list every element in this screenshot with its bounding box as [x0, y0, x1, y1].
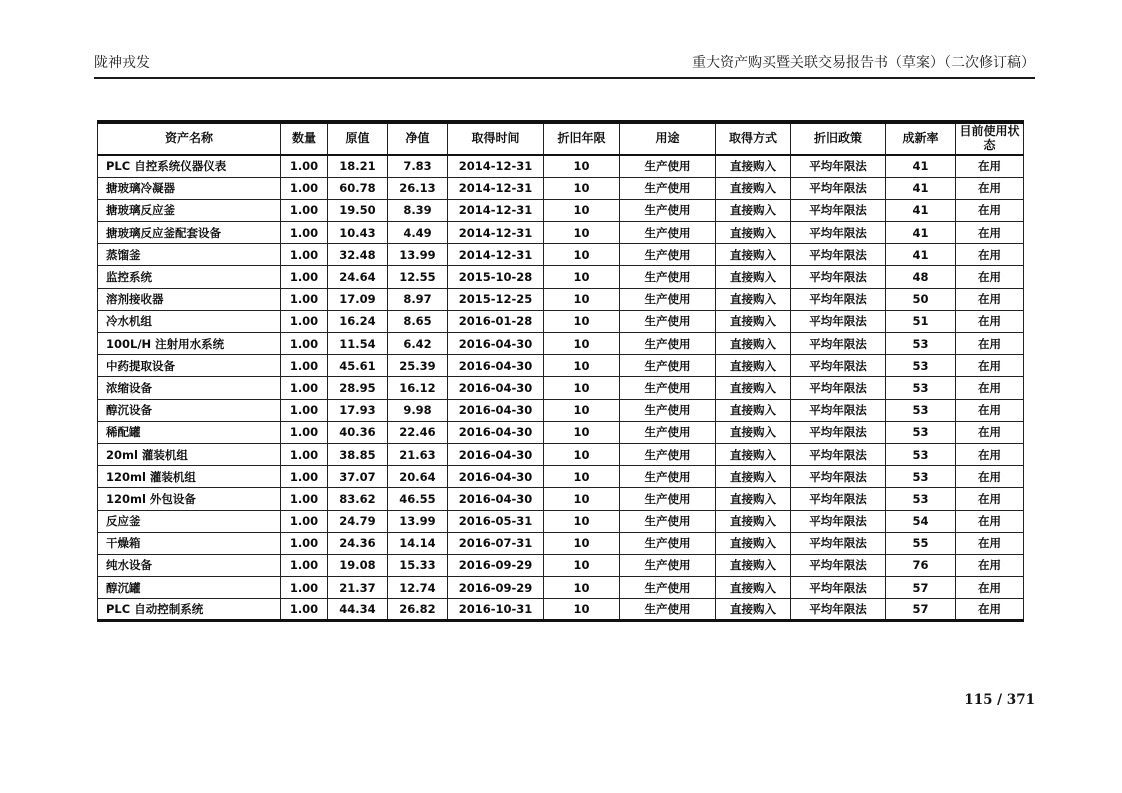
usage-cell: 生产使用 [620, 532, 716, 554]
asset-table-head [98, 122, 1024, 155]
usage-status-cell: 在用 [956, 443, 1024, 465]
newness-rate-cell: 55 [886, 532, 956, 554]
company-short-name: 陇神戎发 [94, 55, 150, 71]
depreciation-years-cell: 10 [544, 155, 620, 177]
usage-status-cell: 在用 [956, 199, 1024, 221]
usage-status-cell: 在用 [956, 244, 1024, 266]
original-value-cell: 44.34 [328, 599, 388, 621]
net-value-cell: 8.97 [388, 288, 448, 310]
usage-cell: 生产使用 [620, 199, 716, 221]
newness-rate-cell: 41 [886, 199, 956, 221]
depreciation-years-cell: 10 [544, 310, 620, 332]
quantity-cell: 1.00 [281, 244, 328, 266]
asset-name-cell: 20ml 灌装机组 [98, 443, 281, 465]
usage-status-cell: 在用 [956, 421, 1024, 443]
acquisition-date-cell: 2015-12-25 [448, 288, 544, 310]
original-value-cell: 17.09 [328, 288, 388, 310]
quantity-cell: 1.00 [281, 421, 328, 443]
acquisition-method-cell: 直接购入 [716, 510, 791, 532]
quantity-cell: 1.00 [281, 510, 328, 532]
net-value-cell: 16.12 [388, 377, 448, 399]
depreciation-years-cell: 10 [544, 333, 620, 355]
acquisition-method-cell: 直接购入 [716, 222, 791, 244]
newness-rate-cell: 54 [886, 510, 956, 532]
net-value-cell: 8.39 [388, 199, 448, 221]
asset-name-cell: 醇沉设备 [98, 399, 281, 421]
original-value-cell: 32.48 [328, 244, 388, 266]
depreciation-policy-cell: 平均年限法 [791, 488, 886, 510]
column-header-original-value: 原值 [328, 122, 388, 155]
acquisition-date-cell: 2015-10-28 [448, 266, 544, 288]
usage-cell: 生产使用 [620, 266, 716, 288]
usage-status-cell: 在用 [956, 355, 1024, 377]
column-header-depreciation-policy: 折旧政策 [791, 122, 886, 155]
table-row [98, 355, 1024, 377]
asset-name-cell: 搪玻璃冷凝器 [98, 177, 281, 199]
quantity-cell: 1.00 [281, 333, 328, 355]
net-value-cell: 7.83 [388, 155, 448, 177]
quantity-cell: 1.00 [281, 554, 328, 576]
net-value-cell: 9.98 [388, 399, 448, 421]
depreciation-years-cell: 10 [544, 355, 620, 377]
depreciation-policy-cell: 平均年限法 [791, 377, 886, 399]
depreciation-policy-cell: 平均年限法 [791, 510, 886, 532]
depreciation-policy-cell: 平均年限法 [791, 266, 886, 288]
usage-status-cell: 在用 [956, 510, 1024, 532]
acquisition-method-cell: 直接购入 [716, 177, 791, 199]
depreciation-policy-cell: 平均年限法 [791, 288, 886, 310]
newness-rate-cell: 41 [886, 155, 956, 177]
acquisition-date-cell: 2014-12-31 [448, 155, 544, 177]
acquisition-date-cell: 2014-12-31 [448, 177, 544, 199]
table-row [98, 554, 1024, 576]
depreciation-policy-cell: 平均年限法 [791, 421, 886, 443]
net-value-cell: 20.64 [388, 466, 448, 488]
asset-name-cell: 醇沉罐 [98, 577, 281, 599]
original-value-cell: 28.95 [328, 377, 388, 399]
depreciation-policy-cell: 平均年限法 [791, 532, 886, 554]
depreciation-policy-cell: 平均年限法 [791, 155, 886, 177]
acquisition-method-cell: 直接购入 [716, 399, 791, 421]
depreciation-years-cell: 10 [544, 199, 620, 221]
acquisition-date-cell: 2016-04-30 [448, 355, 544, 377]
depreciation-years-cell: 10 [544, 177, 620, 199]
depreciation-years-cell: 10 [544, 377, 620, 399]
column-header-net-value: 净值 [388, 122, 448, 155]
column-header-acquisition-method: 取得方式 [716, 122, 791, 155]
table-row [98, 244, 1024, 266]
quantity-cell: 1.00 [281, 599, 328, 621]
usage-status-cell: 在用 [956, 288, 1024, 310]
acquisition-method-cell: 直接购入 [716, 266, 791, 288]
acquisition-method-cell: 直接购入 [716, 532, 791, 554]
table-row [98, 510, 1024, 532]
acquisition-date-cell: 2016-09-29 [448, 554, 544, 576]
usage-cell: 生产使用 [620, 488, 716, 510]
table-row [98, 310, 1024, 332]
depreciation-years-cell: 10 [544, 266, 620, 288]
net-value-cell: 6.42 [388, 333, 448, 355]
net-value-cell: 14.14 [388, 532, 448, 554]
acquisition-method-cell: 直接购入 [716, 244, 791, 266]
asset-name-cell: 反应釜 [98, 510, 281, 532]
report-title: 重大资产购买暨关联交易报告书（草案）（二次修订稿） [692, 55, 1035, 71]
acquisition-method-cell: 直接购入 [716, 288, 791, 310]
usage-status-cell: 在用 [956, 532, 1024, 554]
depreciation-years-cell: 10 [544, 532, 620, 554]
table-row [98, 443, 1024, 465]
depreciation-years-cell: 10 [544, 244, 620, 266]
original-value-cell: 21.37 [328, 577, 388, 599]
acquisition-date-cell: 2016-04-30 [448, 488, 544, 510]
quantity-cell: 1.00 [281, 288, 328, 310]
newness-rate-cell: 51 [886, 310, 956, 332]
asset-name-cell: PLC 自控系统仪器仪表 [98, 155, 281, 177]
usage-cell: 生产使用 [620, 222, 716, 244]
usage-cell: 生产使用 [620, 421, 716, 443]
asset-table [97, 120, 1024, 622]
table-row [98, 155, 1024, 177]
net-value-cell: 46.55 [388, 488, 448, 510]
asset-name-cell: 蒸馏釜 [98, 244, 281, 266]
usage-status-cell: 在用 [956, 310, 1024, 332]
acquisition-date-cell: 2016-04-30 [448, 443, 544, 465]
acquisition-date-cell: 2016-04-30 [448, 421, 544, 443]
usage-cell: 生产使用 [620, 577, 716, 599]
acquisition-method-cell: 直接购入 [716, 554, 791, 576]
quantity-cell: 1.00 [281, 222, 328, 244]
usage-status-cell: 在用 [956, 377, 1024, 399]
original-value-cell: 24.79 [328, 510, 388, 532]
depreciation-policy-cell: 平均年限法 [791, 466, 886, 488]
net-value-cell: 26.82 [388, 599, 448, 621]
acquisition-date-cell: 2016-09-29 [448, 577, 544, 599]
depreciation-policy-cell: 平均年限法 [791, 554, 886, 576]
newness-rate-cell: 53 [886, 399, 956, 421]
asset-name-cell: 100L/H 注射用水系统 [98, 333, 281, 355]
newness-rate-cell: 53 [886, 421, 956, 443]
usage-status-cell: 在用 [956, 399, 1024, 421]
table-header-row [98, 122, 1024, 155]
original-value-cell: 18.21 [328, 155, 388, 177]
depreciation-policy-cell: 平均年限法 [791, 443, 886, 465]
usage-status-cell: 在用 [956, 333, 1024, 355]
page-footer [94, 692, 1035, 708]
usage-status-cell: 在用 [956, 466, 1024, 488]
table-row [98, 333, 1024, 355]
acquisition-date-cell: 2016-04-30 [448, 466, 544, 488]
quantity-cell: 1.00 [281, 443, 328, 465]
acquisition-date-cell: 2014-12-31 [448, 244, 544, 266]
usage-status-cell: 在用 [956, 266, 1024, 288]
table-row [98, 266, 1024, 288]
newness-rate-cell: 41 [886, 177, 956, 199]
asset-table-body [98, 155, 1024, 621]
table-row [98, 199, 1024, 221]
usage-cell: 生产使用 [620, 355, 716, 377]
table-row [98, 532, 1024, 554]
usage-cell: 生产使用 [620, 155, 716, 177]
asset-name-cell: 浓缩设备 [98, 377, 281, 399]
depreciation-years-cell: 10 [544, 466, 620, 488]
newness-rate-cell: 57 [886, 599, 956, 621]
net-value-cell: 25.39 [388, 355, 448, 377]
acquisition-date-cell: 2014-12-31 [448, 222, 544, 244]
acquisition-date-cell: 2016-01-28 [448, 310, 544, 332]
acquisition-date-cell: 2016-05-31 [448, 510, 544, 532]
net-value-cell: 12.74 [388, 577, 448, 599]
acquisition-method-cell: 直接购入 [716, 599, 791, 621]
column-header-depreciation-years: 折旧年限 [544, 122, 620, 155]
quantity-cell: 1.00 [281, 399, 328, 421]
column-header-quantity: 数量 [281, 122, 328, 155]
quantity-cell: 1.00 [281, 155, 328, 177]
original-value-cell: 17.93 [328, 399, 388, 421]
usage-status-cell: 在用 [956, 488, 1024, 510]
table-row [98, 177, 1024, 199]
original-value-cell: 24.64 [328, 266, 388, 288]
table-row [98, 466, 1024, 488]
quantity-cell: 1.00 [281, 355, 328, 377]
original-value-cell: 24.36 [328, 532, 388, 554]
table-row [98, 288, 1024, 310]
depreciation-years-cell: 10 [544, 421, 620, 443]
page-header [94, 52, 1035, 79]
asset-name-cell: 监控系统 [98, 266, 281, 288]
original-value-cell: 11.54 [328, 333, 388, 355]
original-value-cell: 37.07 [328, 466, 388, 488]
asset-name-cell: PLC 自动控制系统 [98, 599, 281, 621]
usage-status-cell: 在用 [956, 155, 1024, 177]
table-row [98, 399, 1024, 421]
asset-name-cell: 搪玻璃反应釜 [98, 199, 281, 221]
net-value-cell: 8.65 [388, 310, 448, 332]
quantity-cell: 1.00 [281, 310, 328, 332]
usage-cell: 生产使用 [620, 377, 716, 399]
usage-cell: 生产使用 [620, 599, 716, 621]
depreciation-years-cell: 10 [544, 599, 620, 621]
usage-cell: 生产使用 [620, 466, 716, 488]
net-value-cell: 13.99 [388, 510, 448, 532]
quantity-cell: 1.00 [281, 199, 328, 221]
newness-rate-cell: 53 [886, 443, 956, 465]
quantity-cell: 1.00 [281, 266, 328, 288]
table-row [98, 222, 1024, 244]
newness-rate-cell: 50 [886, 288, 956, 310]
quantity-cell: 1.00 [281, 177, 328, 199]
asset-name-cell: 溶剂接收器 [98, 288, 281, 310]
newness-rate-cell: 41 [886, 222, 956, 244]
usage-status-cell: 在用 [956, 222, 1024, 244]
usage-cell: 生产使用 [620, 310, 716, 332]
depreciation-policy-cell: 平均年限法 [791, 399, 886, 421]
acquisition-method-cell: 直接购入 [716, 377, 791, 399]
table-row [98, 421, 1024, 443]
newness-rate-cell: 53 [886, 377, 956, 399]
usage-status-cell: 在用 [956, 599, 1024, 621]
newness-rate-cell: 76 [886, 554, 956, 576]
depreciation-policy-cell: 平均年限法 [791, 199, 886, 221]
original-value-cell: 38.85 [328, 443, 388, 465]
depreciation-years-cell: 10 [544, 488, 620, 510]
depreciation-policy-cell: 平均年限法 [791, 222, 886, 244]
depreciation-policy-cell: 平均年限法 [791, 310, 886, 332]
usage-cell: 生产使用 [620, 399, 716, 421]
original-value-cell: 19.50 [328, 199, 388, 221]
quantity-cell: 1.00 [281, 488, 328, 510]
acquisition-method-cell: 直接购入 [716, 155, 791, 177]
column-header-newness-rate: 成新率 [886, 122, 956, 155]
net-value-cell: 13.99 [388, 244, 448, 266]
depreciation-years-cell: 10 [544, 577, 620, 599]
usage-status-cell: 在用 [956, 554, 1024, 576]
acquisition-method-cell: 直接购入 [716, 443, 791, 465]
depreciation-policy-cell: 平均年限法 [791, 355, 886, 377]
net-value-cell: 22.46 [388, 421, 448, 443]
original-value-cell: 10.43 [328, 222, 388, 244]
asset-name-cell: 冷水机组 [98, 310, 281, 332]
original-value-cell: 60.78 [328, 177, 388, 199]
acquisition-date-cell: 2016-04-30 [448, 377, 544, 399]
newness-rate-cell: 53 [886, 466, 956, 488]
net-value-cell: 12.55 [388, 266, 448, 288]
quantity-cell: 1.00 [281, 466, 328, 488]
column-header-usage: 用途 [620, 122, 716, 155]
usage-cell: 生产使用 [620, 333, 716, 355]
acquisition-method-cell: 直接购入 [716, 488, 791, 510]
quantity-cell: 1.00 [281, 532, 328, 554]
usage-status-cell: 在用 [956, 577, 1024, 599]
usage-cell: 生产使用 [620, 510, 716, 532]
net-value-cell: 4.49 [388, 222, 448, 244]
original-value-cell: 45.61 [328, 355, 388, 377]
original-value-cell: 40.36 [328, 421, 388, 443]
asset-name-cell: 中药提取设备 [98, 355, 281, 377]
acquisition-method-cell: 直接购入 [716, 466, 791, 488]
quantity-cell: 1.00 [281, 377, 328, 399]
net-value-cell: 21.63 [388, 443, 448, 465]
newness-rate-cell: 53 [886, 488, 956, 510]
depreciation-years-cell: 10 [544, 554, 620, 576]
usage-cell: 生产使用 [620, 443, 716, 465]
acquisition-method-cell: 直接购入 [716, 421, 791, 443]
depreciation-policy-cell: 平均年限法 [791, 577, 886, 599]
table-row [98, 377, 1024, 399]
newness-rate-cell: 48 [886, 266, 956, 288]
column-header-usage-status: 目前使用状态 [956, 122, 1024, 155]
acquisition-method-cell: 直接购入 [716, 355, 791, 377]
acquisition-method-cell: 直接购入 [716, 333, 791, 355]
usage-status-cell: 在用 [956, 177, 1024, 199]
net-value-cell: 15.33 [388, 554, 448, 576]
quantity-cell: 1.00 [281, 577, 328, 599]
depreciation-years-cell: 10 [544, 399, 620, 421]
original-value-cell: 83.62 [328, 488, 388, 510]
usage-cell: 生产使用 [620, 288, 716, 310]
depreciation-policy-cell: 平均年限法 [791, 333, 886, 355]
original-value-cell: 19.08 [328, 554, 388, 576]
depreciation-years-cell: 10 [544, 222, 620, 244]
table-row [98, 599, 1024, 621]
newness-rate-cell: 53 [886, 355, 956, 377]
table-row [98, 488, 1024, 510]
usage-cell: 生产使用 [620, 554, 716, 576]
depreciation-policy-cell: 平均年限法 [791, 599, 886, 621]
acquisition-date-cell: 2016-10-31 [448, 599, 544, 621]
acquisition-method-cell: 直接购入 [716, 199, 791, 221]
acquisition-method-cell: 直接购入 [716, 577, 791, 599]
acquisition-date-cell: 2016-07-31 [448, 532, 544, 554]
asset-name-cell: 120ml 外包设备 [98, 488, 281, 510]
newness-rate-cell: 53 [886, 333, 956, 355]
asset-name-cell: 稀配罐 [98, 421, 281, 443]
asset-name-cell: 搪玻璃反应釜配套设备 [98, 222, 281, 244]
original-value-cell: 16.24 [328, 310, 388, 332]
depreciation-policy-cell: 平均年限法 [791, 177, 886, 199]
page-number: 115 / 371 [964, 692, 1035, 708]
newness-rate-cell: 41 [886, 244, 956, 266]
asset-name-cell: 120ml 灌装机组 [98, 466, 281, 488]
net-value-cell: 26.13 [388, 177, 448, 199]
column-header-acquisition-date: 取得时间 [448, 122, 544, 155]
usage-cell: 生产使用 [620, 244, 716, 266]
table-row [98, 577, 1024, 599]
newness-rate-cell: 57 [886, 577, 956, 599]
acquisition-method-cell: 直接购入 [716, 310, 791, 332]
acquisition-date-cell: 2016-04-30 [448, 333, 544, 355]
acquisition-date-cell: 2016-04-30 [448, 399, 544, 421]
depreciation-years-cell: 10 [544, 443, 620, 465]
depreciation-years-cell: 10 [544, 510, 620, 532]
asset-name-cell: 干燥箱 [98, 532, 281, 554]
usage-cell: 生产使用 [620, 177, 716, 199]
asset-name-cell: 纯水设备 [98, 554, 281, 576]
acquisition-date-cell: 2014-12-31 [448, 199, 544, 221]
depreciation-years-cell: 10 [544, 288, 620, 310]
column-header-asset-name: 资产名称 [98, 122, 281, 155]
depreciation-policy-cell: 平均年限法 [791, 244, 886, 266]
